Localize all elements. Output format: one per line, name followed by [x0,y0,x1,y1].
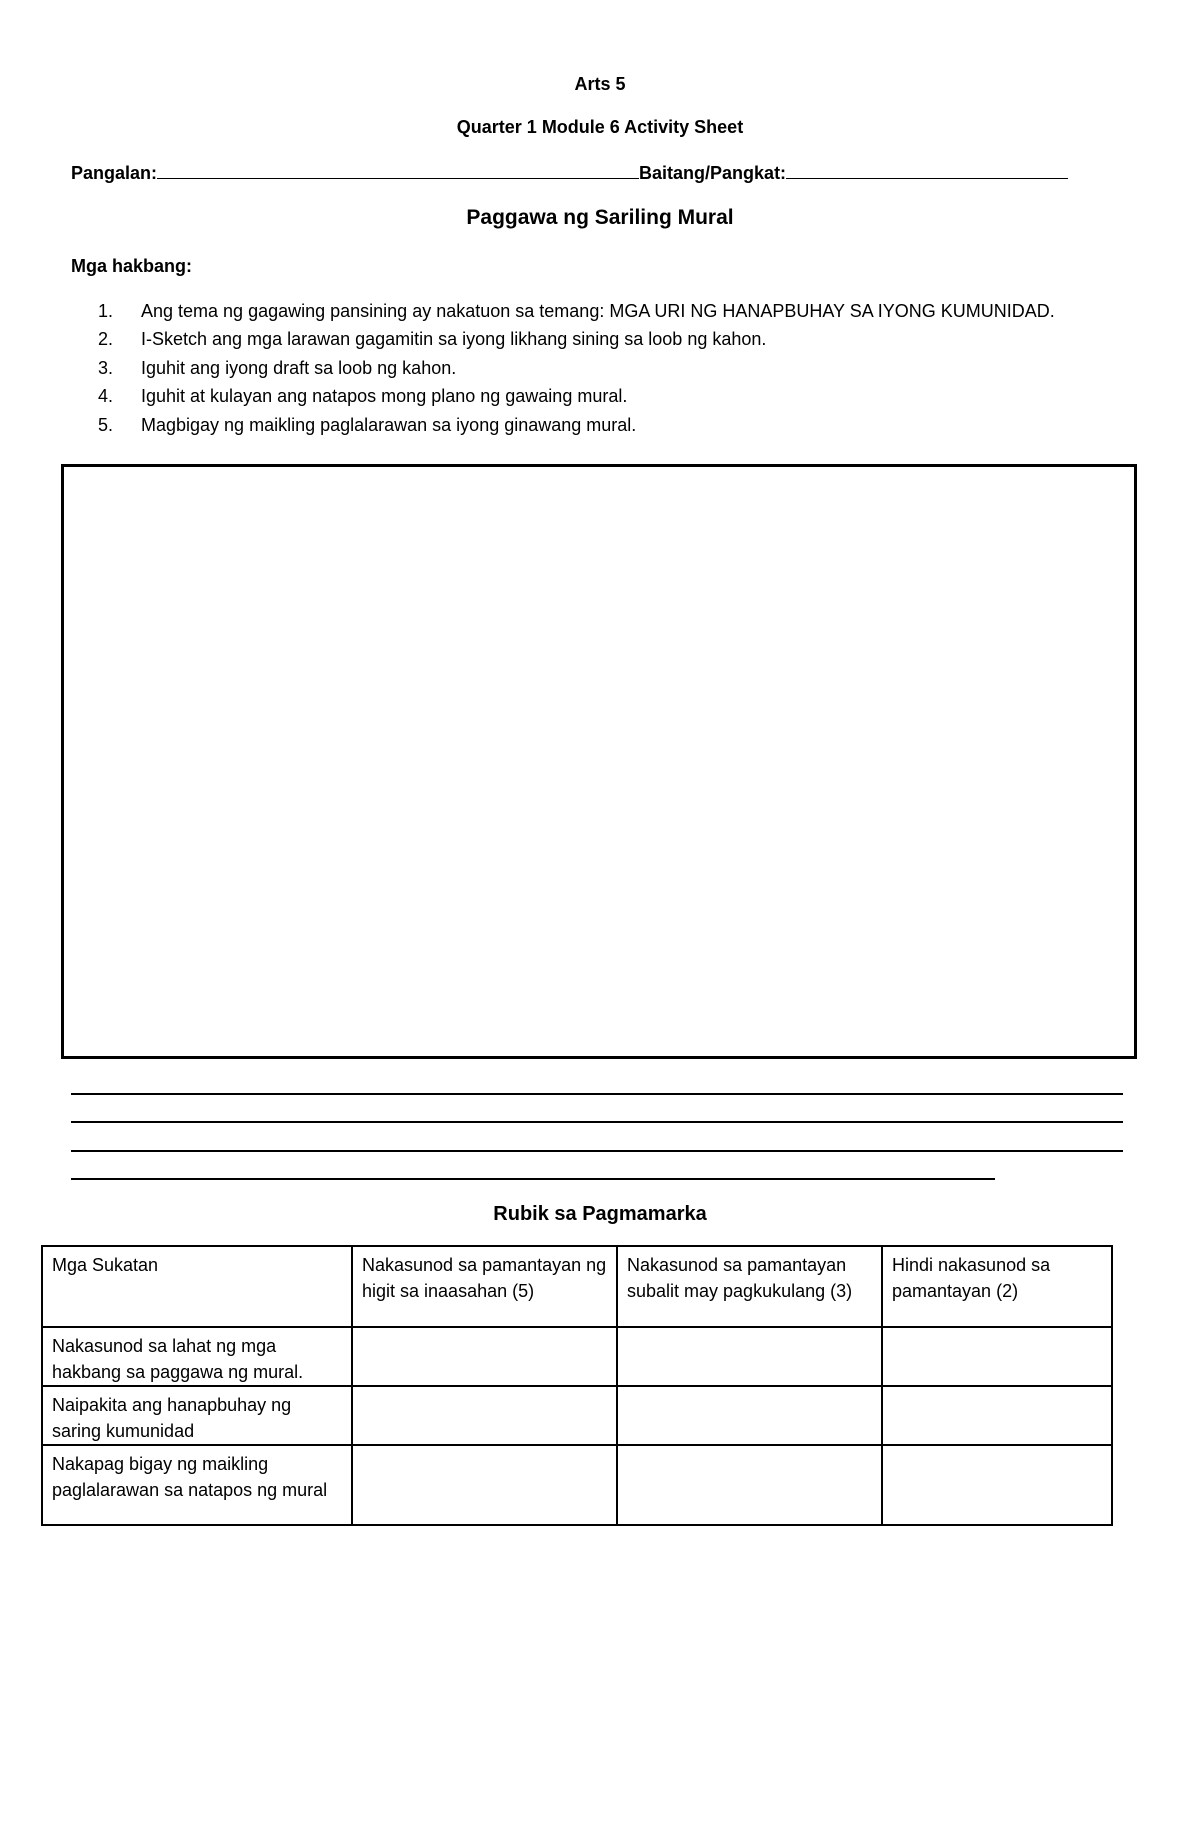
rubric-score-cell[interactable] [617,1327,882,1386]
rubric-header-row [42,1246,1112,1327]
rubric-row [42,1386,1112,1445]
grade-field[interactable] [786,162,1068,179]
step-number: 1. [98,301,114,321]
step-text: I-Sketch ang mga larawan gagamitin sa iyong likhang sining sa loob ng kahon. [141,329,767,350]
grade-label: Baitang/Pangkat: [639,163,787,183]
rubric-score-cell[interactable] [352,1386,617,1445]
rubric-table [41,1245,1113,1526]
rubric-header-cell: Hindi nakasunod sa pamantayan (2) [882,1246,1112,1327]
step-item [98,297,1055,325]
rubric-row [42,1445,1112,1525]
subject-title: Arts 5 [574,74,626,94]
step-number: 4. [98,386,114,407]
name-label: Pangalan: [71,163,158,183]
rubric-header-cell: Nakasunod sa pamantayan ng higit sa inaasahan (5) [352,1246,617,1327]
activity-title: Paggawa ng Sariling Mural [466,206,734,229]
rubric-criterion: Nakasunod sa lahat ng mga hakbang sa paggawa ng mural. [42,1327,352,1386]
rubric-score-cell[interactable] [352,1445,617,1525]
rubric-score-cell[interactable] [617,1386,882,1445]
rubric-score-cell[interactable] [882,1386,1112,1445]
description-line[interactable] [71,1150,1123,1152]
mural-drawing-box[interactable] [61,464,1137,1059]
step-item [98,382,1055,410]
step-item [98,325,1055,353]
step-item [98,354,1055,382]
rubric-criterion: Naipakita ang hanapbuhay ng saring kumunidad [42,1386,352,1445]
steps-list [98,297,1055,439]
rubric-score-cell[interactable] [617,1445,882,1525]
sheet-title: Quarter 1 Module 6 Activity Sheet [456,117,744,137]
rubric-header-cell: Mga Sukatan [42,1246,352,1327]
step-item [98,411,1055,439]
description-line[interactable] [71,1178,995,1180]
description-line[interactable] [71,1093,1123,1095]
rubric-score-cell[interactable] [352,1327,617,1386]
name-grade-row [71,162,1068,184]
step-number: 2. [98,329,114,350]
rubric-score-cell[interactable] [882,1327,1112,1386]
rubric-header-cell: Nakasunod sa pamantayan subalit may pagkukulang (3) [617,1246,882,1327]
steps-heading: Mga hakbang: [71,256,193,276]
step-text: Iguhit at kulayan ang natapos mong plano ng gawaing mural. [141,386,628,407]
rubric-score-cell[interactable] [882,1445,1112,1525]
step-text: Magbigay ng maikling paglalarawan sa iyong ginawang mural. [141,414,637,435]
name-field[interactable] [157,162,639,179]
rubric-title: Rubik sa Pagmamarka [493,1203,707,1225]
rubric-row [42,1327,1112,1386]
step-number: 5. [98,414,114,435]
step-text: Ang tema ng gagawing pansining ay nakatuon sa temang: MGA URI NG HANAPBUHAY SA IYONG KUMUNIDAD. [141,301,1055,321]
rubric-criterion: Nakapag bigay ng maikling paglalarawan sa natapos ng mural [42,1445,352,1525]
step-number: 3. [98,357,114,378]
description-line[interactable] [71,1121,1123,1123]
step-text: Iguhit ang iyong draft sa loob ng kahon. [141,357,457,378]
